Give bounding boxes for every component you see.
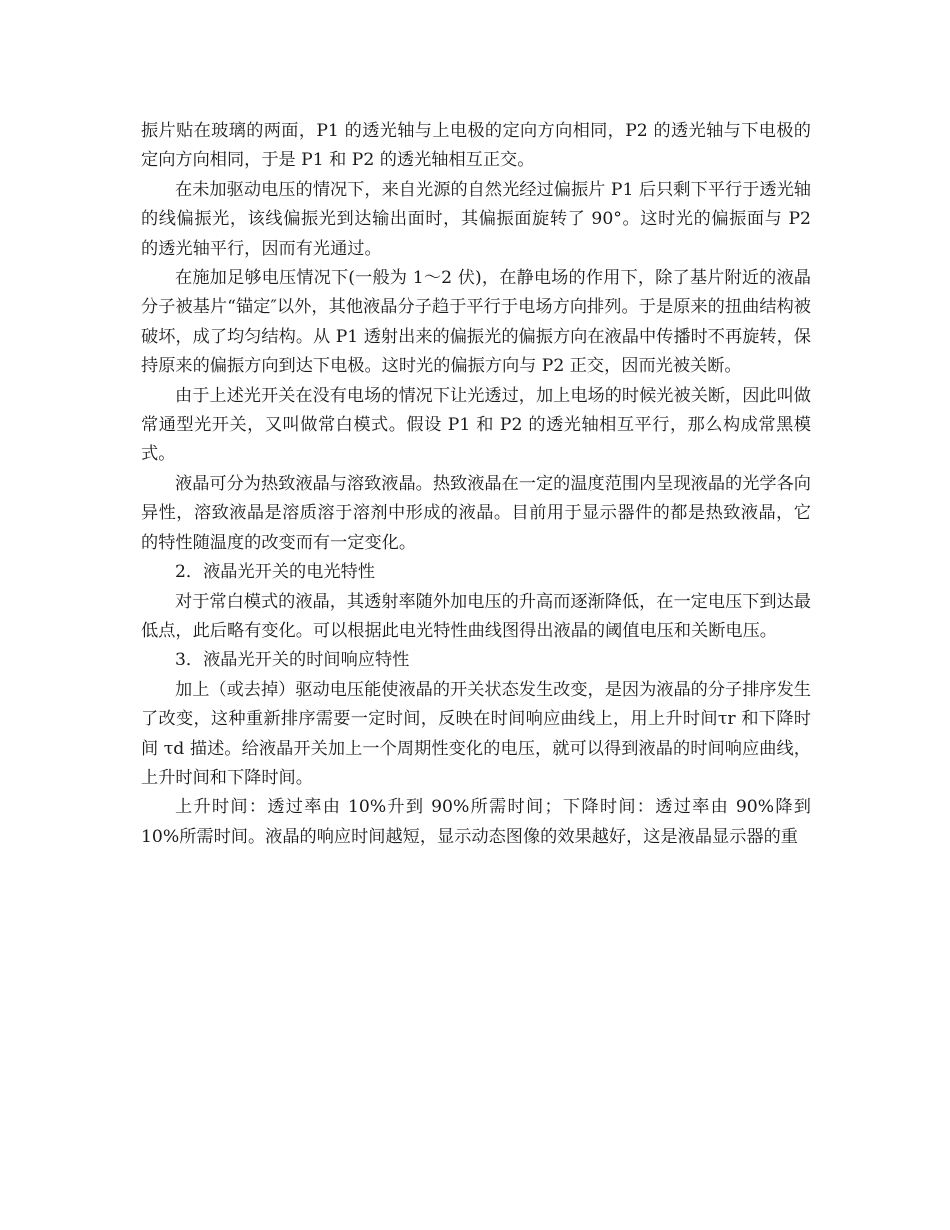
paragraph-liquid-crystal-types: 液晶可分为热致液晶与溶致液晶。热致液晶在一定的温度范围内呈现液晶的光学各向异性，溶致液晶是溶质溶于溶剂中形成的液晶。目前用于显示器件的都是热致液晶，它的特性随温度的改变而有一定变化。 (141, 473, 811, 553)
document-body (141, 117, 811, 852)
paragraph-rise-fall-time: 上升时间：透过率由 10%升到 90%所需时间；下降时间：透过率由 90%降到 10%所需时间。液晶的响应时间越短，显示动态图像的效果越好，这是液晶显示器的重 (141, 797, 811, 847)
section-heading-time-response: 3．液晶光开关的时间响应特性 (175, 650, 410, 671)
paragraph-time-response: 加上（或去掉）驱动电压能使液晶的开关状态发生改变，是因为液晶的分子排序发生了改变，这种重新排序需要一定时间，反映在时间响应曲线上，用上升时间τr 和下降时间 τd 描述。给液晶开关加上一个周期性变化的电压，就可以得到液晶的时间响应曲线，上升时间和下降时间。 (141, 679, 811, 788)
paragraph-no-voltage: 在未加驱动电压的情况下，来自光源的自然光经过偏振片 P1 后只剩下平行于透光轴的线偏振光，该线偏振光到达输出面时，其偏振面旋转了 90°。这时光的偏振面与 P2 的透光轴平行，因而有光通过。 (141, 179, 811, 259)
paragraph-applied-voltage: 在施加足够电压情况下(一般为 1～2 伏)，在静电场的作用下，除了基片附近的液晶分子被基片“锚定″以外，其他液晶分子趋于平行于电场方向排列。于是原来的扭曲结构被破坏，成了均匀结构。从 P1 透射出来的偏振光的偏振方向在液晶中传播时不再旋转，保持原来的偏振方向到达下电极。这时光的偏振方向与 P2 正交，因而光被关断。 (141, 268, 811, 377)
paragraph-normally-white: 由于上述光开关在没有电场的情况下让光透过，加上电场的时候光被关断，因此叫做常通型光开关，又叫做常白模式。假设 P1 和 P2 的透光轴相互平行，那么构成常黑模式。 (141, 385, 811, 465)
section-heading-electro-optic: 2．液晶光开关的电光特性 (175, 562, 375, 583)
paragraph-polarizer-continuation: 振片贴在玻璃的两面，P1 的透光轴与上电极的定向方向相同，P2 的透光轴与下电极的定向方向相同，于是 P1 和 P2 的透光轴相互正交。 (141, 121, 811, 171)
paragraph-electro-optic: 对于常白模式的液晶，其透射率随外加电压的升高而逐渐降低，在一定电压下到达最低点，此后略有变化。可以根据此电光特性曲线图得出液晶的阈值电压和关断电压。 (141, 591, 811, 641)
